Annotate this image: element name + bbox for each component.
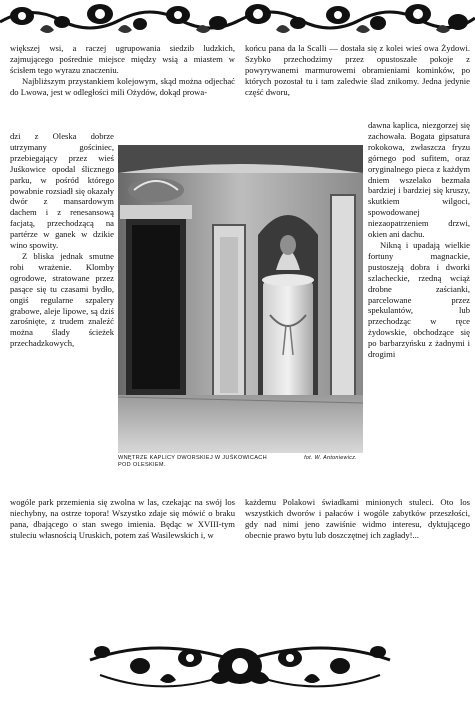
- chapel-interior-photo: [118, 145, 363, 453]
- photo-credit: fot. W. Antoniewicz.: [304, 455, 357, 461]
- paragraph: większej wsi, a raczej ugrupowania siedzib ludzkich, zajmującego pośrednie miejsce między wsią a miastem w ścisłem tego wyrazu znaczeniu.: [10, 43, 235, 75]
- left-column-bottom: [10, 497, 235, 541]
- right-column-narrow: [368, 120, 470, 360]
- paragraph: dawna kaplica, niezgorzej się zachowała. Bogata gipsatura rokokowa, zwłaszcza fryzu górnego pod sufitem, oraz oryginalnego pieca z każdym dniem wszelako bezmała bardziej i bardziej się kruszy, skutkiem wilgoci, spowodowanej niezaopatrzeniem drzwi, okien ani dachu.: [368, 120, 470, 240]
- paragraph: Z bliska jednak smutne robi wrażenie. Klomby ogrodowe, stratowane przez pasące się tu czasami bydło, ongiś regularne szpalery grabowe, aleje lipowe, są dziś zarośnięte, z trudem znaleźć można ślady ścieżek przechadzkowych,: [10, 250, 114, 349]
- paragraph: wogóle park przemienia się zwolna w las, czekając na swój los niechybny, na ostrze topora! Wszystko zdaje się mówić o braku pana, dbającego o stan swego imienia. Będąc w XVIII-tym stuleciu własnością Uruskich, potem zaś Wasilewskich i, w: [10, 497, 235, 540]
- right-column-top: [245, 43, 470, 98]
- paragraph: końcu pana da la Scalli — dostała się z kolei wieś owa Żydowi. Szybko przechodzimy przez opustoszałe pokoje z powyrywanemi marmurowemi obramieniami kominków, po których pozostał tu i tam zaledwie ślad znikomy. Jedna jedynie część dworu,: [245, 43, 470, 97]
- paragraph: Najbliższym przystankiem kolejowym, skąd można odjechać do Lwowa, jest w odległości mili Ożydów, dokąd prowa-: [10, 75, 235, 97]
- paragraph: każdemu Polakowi świadkami minionych stuleci. Oto los wszystkich dworów i pałaców i wogóle zabytków przeszłości, gdy nad nimi jeno zawiśnie widmo interesu, dyktującego obecnie prawo bytu lub doszczętnej ich zagłady!...: [245, 497, 470, 540]
- top-floral-border-icon: [0, 0, 475, 40]
- left-column-top: [10, 43, 235, 98]
- right-column-bottom: [245, 497, 470, 541]
- paragraph: dzi z Oleska dobrze utrzymany gościniec, przebiegający przez wieś Juśkowice opodal ślicznego parku, w pośród którego powabnie rozsiadł się okazały dwór z mansardowym dachem i z renesansową facjatą, przechodzącą na partérze w ganek w dzikie wino spowity.: [10, 131, 114, 251]
- photo-caption: [118, 455, 363, 469]
- paragraph: Nikną i upadają wielkie fortuny magnackie, pustoszeją dobra i dworki szlacheckie, rzedną wciąż drobne zaścianki, parcelowane przez spekulantów, lub przechodząc w ręce żydowskie, obchodzące się po barbarzyńsku z żadnymi i drogimi: [368, 239, 470, 360]
- caption-text: WNĘTRZE KAPLICY DWORSKIEJ W JUŚKOWICACH POD OLESKIEM.: [118, 455, 267, 468]
- bottom-floral-tailpiece-icon: [80, 630, 400, 700]
- left-column-narrow: [10, 131, 114, 349]
